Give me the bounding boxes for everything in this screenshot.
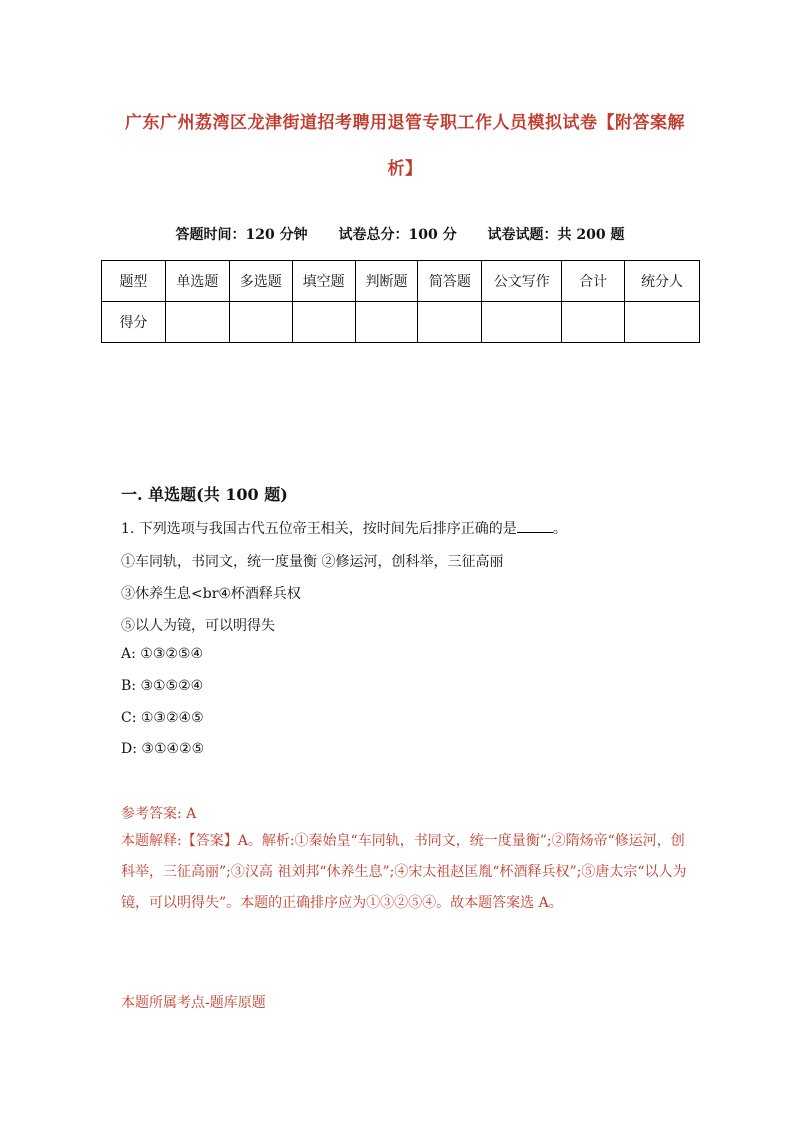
score-header-cell: 判断题 xyxy=(355,261,418,302)
exam-time: 答题时间：120 分钟 xyxy=(175,227,308,243)
score-header-cell: 填空题 xyxy=(292,261,355,302)
exam-question-count: 试卷试题：共 200 题 xyxy=(487,227,625,243)
exam-total-score: 试卷总分：100 分 xyxy=(338,227,457,243)
score-cell xyxy=(355,302,418,343)
score-header-cell: 简答题 xyxy=(418,261,482,302)
question-item: ③休养生息<br④杯酒释兵权 xyxy=(121,586,301,602)
question-item: ①车同轨，书同文，统一度量衡 ②修运河，创科举，三征高丽 xyxy=(121,554,504,570)
option-d: D: ③①④②⑤ xyxy=(121,741,205,757)
score-cell xyxy=(229,302,292,343)
exam-title: 广东广州荔湾区龙津街道招考聘用退管专职工作人员模拟试卷【附答案解析】 xyxy=(125,113,685,179)
score-header-cell: 题型 xyxy=(102,261,166,302)
reference-answer: 参考答案: A xyxy=(121,806,197,822)
score-cell xyxy=(625,302,700,343)
score-cell xyxy=(418,302,482,343)
score-table-header-row xyxy=(102,261,700,302)
answer-blank xyxy=(517,520,553,533)
score-row-label: 得分 xyxy=(102,302,166,343)
question-item: ⑤以人为镜，可以明得失 xyxy=(121,618,275,634)
option-c: C: ①③②④⑤ xyxy=(121,710,204,726)
knowledge-point: 本题所属考点-题库原题 xyxy=(121,995,266,1011)
section-heading: 一. 单选题(共 100 题) xyxy=(121,485,288,504)
score-header-cell: 单选题 xyxy=(165,261,229,302)
option-a: A: ①③②⑤④ xyxy=(121,646,204,662)
score-cell xyxy=(562,302,625,343)
score-header-cell: 统分人 xyxy=(625,261,700,302)
score-table-score-row xyxy=(102,302,700,343)
question-stem-text: 1. 下列选项与我国古代五位帝王相关，按时间先后排序正确的是 xyxy=(121,521,517,537)
score-cell xyxy=(482,302,562,343)
score-cell xyxy=(292,302,355,343)
question-stem-end: 。 xyxy=(552,521,567,537)
score-header-cell: 多选题 xyxy=(229,261,292,302)
score-header-cell: 公文写作 xyxy=(482,261,562,302)
score-table xyxy=(101,260,700,343)
option-b: B: ③①⑤②④ xyxy=(121,678,204,694)
score-header-cell: 合计 xyxy=(562,261,625,302)
score-cell xyxy=(165,302,229,343)
exam-meta xyxy=(0,224,800,244)
question-stem xyxy=(121,518,567,538)
answer-explanation: 本题解释:【答案】A。解析:①秦始皇“车同轨，书同文，统一度量衡”;②隋炀帝“修运河，创科举，三征高丽”;③汉高 祖刘邦“休养生息”;④宋太祖赵匡胤“杯酒释兵权”;⑤唐太宗“以人为镜，可以明得失”。本题的正确排序应为①③②⑤④。故本题答案选 A。 xyxy=(121,833,687,911)
